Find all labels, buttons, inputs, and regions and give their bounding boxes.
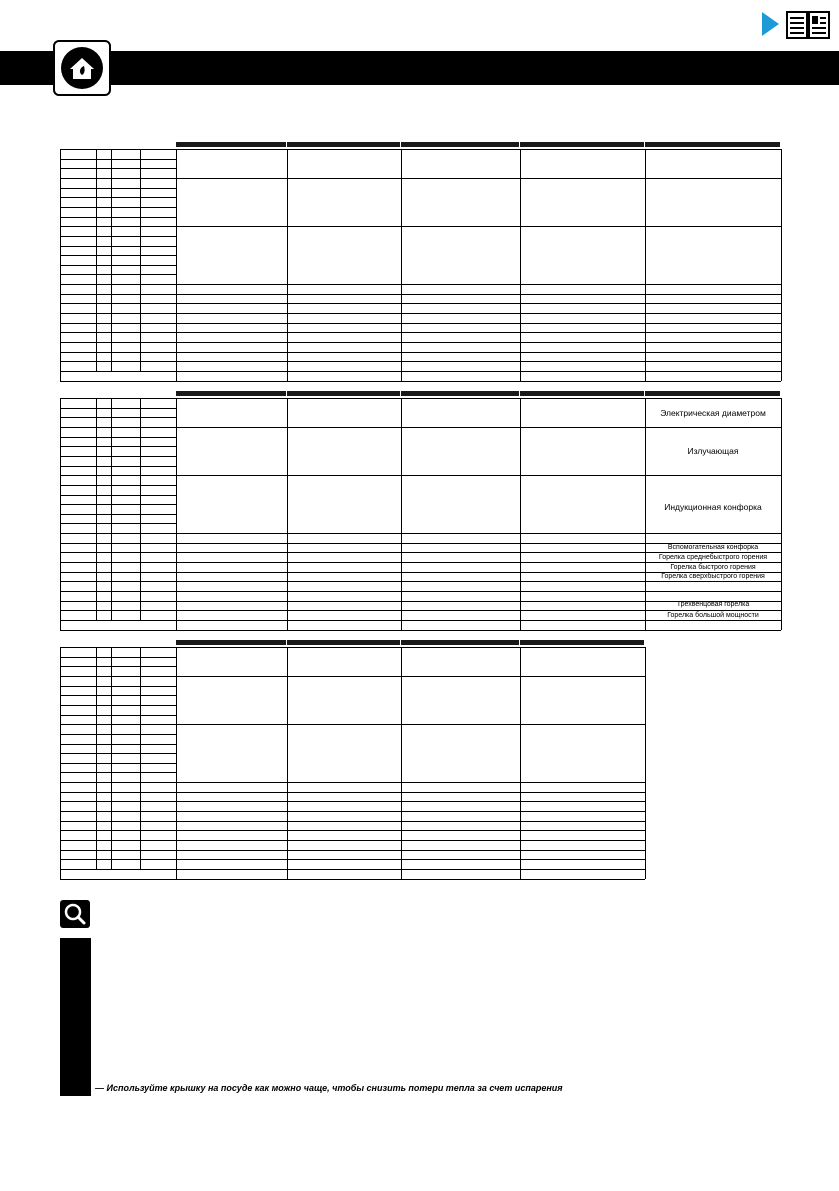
table-header-cell: [520, 640, 644, 645]
table-header-cell: [176, 640, 286, 645]
row-line: [60, 695, 176, 696]
row-line: [176, 782, 645, 783]
row-line: [60, 676, 176, 677]
row-line: [60, 647, 176, 648]
row-line: [60, 869, 176, 870]
table-header-cell: [287, 640, 400, 645]
row-line: [176, 801, 645, 802]
row-line: [60, 782, 176, 783]
tip-lid-text: — Используйте крышку на посуде как можно чаще, чтобы снизить потери тепла за счет испарения: [95, 1083, 563, 1093]
label-semi-rapid-burner: Горелка среднебыстрого горения: [658, 554, 768, 561]
col-line: [96, 647, 97, 869]
row-line: [60, 724, 176, 725]
label-rapid-burner: Горелка быстрого горения: [670, 564, 756, 571]
label-high-power-burner: Горелка большой мощности: [667, 612, 759, 619]
row-line: [176, 859, 645, 860]
label-induction: Индукционная конфорка: [664, 502, 762, 512]
label-auxiliary-burner: Вспомогательная конфорка: [667, 544, 759, 551]
row-line: [176, 811, 645, 812]
row-line: [60, 744, 176, 745]
row-line: [60, 686, 176, 687]
row-line: [60, 734, 176, 735]
row-line: [60, 657, 176, 658]
row-line: [176, 840, 645, 841]
label-triple-crown-burner: Трехвенцовая горелка: [676, 601, 750, 608]
row-line: [60, 763, 176, 764]
row-line: [60, 666, 176, 667]
row-line: [60, 772, 176, 773]
row-line: [176, 792, 645, 793]
col-line: [60, 647, 61, 879]
col-line: [401, 647, 402, 879]
row-line: [60, 879, 176, 880]
row-line: [176, 869, 645, 870]
row-line: [60, 705, 176, 706]
col-line: [520, 647, 521, 879]
row-line: [60, 715, 176, 716]
row-line: [60, 801, 176, 802]
tips-sidebar-bar: [60, 938, 91, 1096]
col-line: [140, 647, 141, 869]
label-electric-diameter: Электрическая диаметром: [660, 408, 766, 418]
row-line: [176, 724, 645, 725]
col-line: [287, 647, 288, 879]
row-line: [60, 792, 176, 793]
label-radiant: Излучающая: [687, 446, 739, 456]
row-line: [60, 830, 176, 831]
table-header-cell: [401, 640, 519, 645]
col-line: [176, 647, 177, 879]
row-line: [176, 830, 645, 831]
row-line: [176, 879, 645, 880]
col-line: [111, 647, 112, 869]
row-line: [60, 811, 176, 812]
row-line: [60, 821, 176, 822]
row-line: [60, 850, 176, 851]
row-line: [176, 821, 645, 822]
row-line: [60, 859, 176, 860]
row-line: [60, 840, 176, 841]
magnifier-icon: [60, 900, 90, 928]
row-line: [176, 850, 645, 851]
group-line: [96, 782, 111, 783]
col-line: [645, 647, 646, 879]
row-line: [176, 647, 645, 648]
row-line: [60, 753, 176, 754]
row-line: [176, 676, 645, 677]
label-ultra-rapid-burner: Горелка сверхбыстрого горения: [661, 573, 765, 580]
